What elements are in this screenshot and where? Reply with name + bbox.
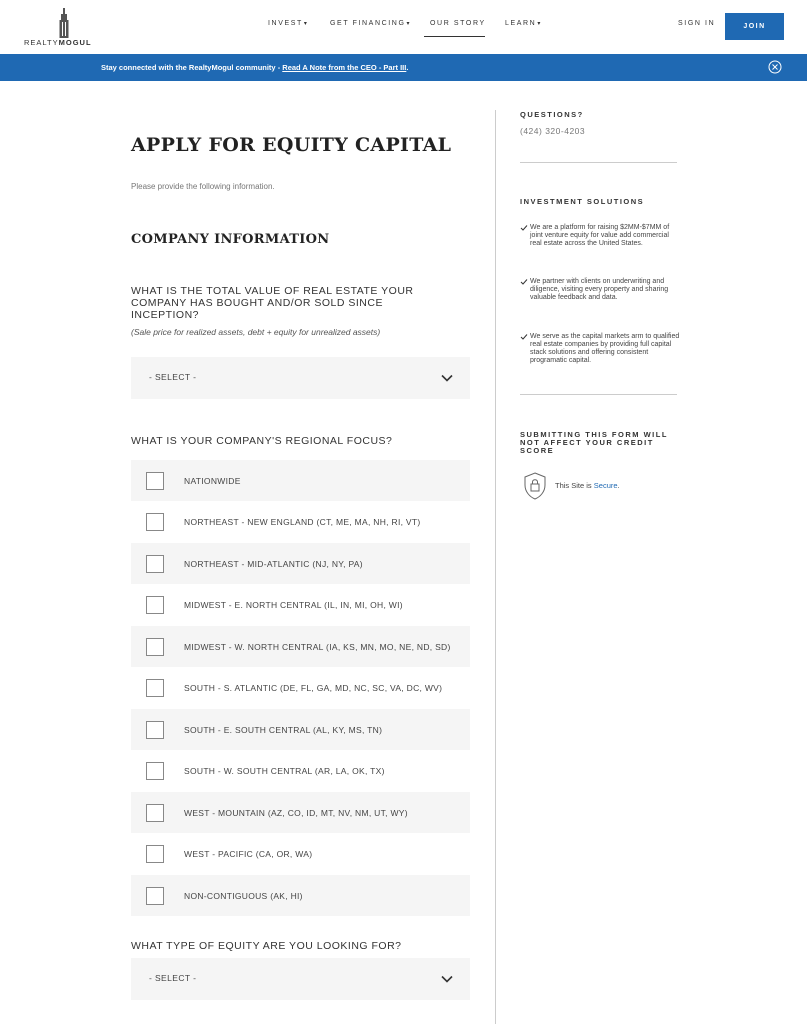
caret-down-icon: ▾ xyxy=(537,21,542,27)
checkbox[interactable] xyxy=(146,679,164,697)
select-value: - SELECT - xyxy=(149,973,197,983)
equity-type-select[interactable] xyxy=(131,958,470,1000)
nav-invest-label: INVEST xyxy=(268,20,303,27)
option-label: NORTHEAST - NEW ENGLAND (CT, ME, MA, NH, RI, VT) xyxy=(184,517,421,527)
solution-text: We partner with clients on underwriting and diligence, visiting every property and sharing valuable feedback and data. xyxy=(530,278,669,301)
region-option[interactable] xyxy=(131,709,470,750)
region-option[interactable] xyxy=(131,875,470,916)
divider xyxy=(520,394,677,395)
sign-in-label: SIGN IN xyxy=(678,20,716,27)
checkbox[interactable] xyxy=(146,762,164,780)
nav-learn[interactable] xyxy=(505,20,542,27)
region-option[interactable] xyxy=(131,833,470,874)
banner-text xyxy=(101,63,408,72)
checkbox[interactable] xyxy=(146,804,164,822)
checkmark-icon xyxy=(520,224,528,232)
secure-link[interactable]: Secure xyxy=(593,481,618,490)
chevron-down-icon xyxy=(440,972,454,986)
checkmark-icon xyxy=(520,333,528,341)
join-label: JOIN xyxy=(743,23,766,30)
section-title: COMPANY INFORMATION xyxy=(131,232,330,247)
question-hint: (Sale price for realized assets, debt + equity for unrealized assets) xyxy=(131,327,381,337)
region-option[interactable] xyxy=(131,460,470,501)
credit-score-notice: SUBMITTING THIS FORM WILL NOT AFFECT YOUR CREDIT SCORE xyxy=(520,430,668,455)
region-option[interactable] xyxy=(131,543,470,584)
option-label: SOUTH - W. SOUTH CENTRAL (AR, LA, OK, TX) xyxy=(184,766,385,776)
investment-solutions-heading: INVESTMENT SOLUTIONS xyxy=(520,197,645,206)
nav-get-financing-label: GET FINANCING xyxy=(330,20,406,27)
checkbox[interactable] xyxy=(146,596,164,614)
join-button[interactable] xyxy=(725,13,784,40)
nav-invest[interactable] xyxy=(268,20,309,27)
region-option[interactable] xyxy=(131,667,470,708)
page-title: APPLY FOR EQUITY CAPITAL xyxy=(131,134,452,156)
nav-our-story-label: OUR STORY xyxy=(430,20,486,27)
sign-in-link[interactable] xyxy=(678,20,715,27)
caret-down-icon: ▾ xyxy=(406,21,412,27)
option-label: NORTHEAST - MID-ATLANTIC (NJ, NY, PA) xyxy=(184,559,363,569)
option-label: WEST - MOUNTAIN (AZ, CO, ID, MT, NV, NM, UT, WY) xyxy=(184,808,408,818)
nav-get-financing[interactable] xyxy=(330,20,411,27)
option-label: SOUTH - E. SOUTH CENTRAL (AL, KY, MS, TN) xyxy=(184,725,383,735)
sidebar-divider xyxy=(495,110,496,1024)
question-total-value: WHAT IS THE TOTAL VALUE OF REAL ESTATE YOUR COMPANY HAS BOUGHT AND/OR SOLD SINCE INCEPTION? xyxy=(131,285,414,321)
chevron-down-icon xyxy=(440,371,454,385)
phone-number[interactable]: (424) 320-4203 xyxy=(520,126,586,136)
page-subtitle: Please provide the following information. xyxy=(131,182,275,191)
checkbox[interactable] xyxy=(146,887,164,905)
logo-suffix: MOGUL xyxy=(58,38,92,47)
building-logo-icon xyxy=(58,8,70,38)
option-label: MIDWEST - W. NORTH CENTRAL (IA, KS, MN, MO, NE, ND, SD) xyxy=(184,642,451,652)
option-label: NATIONWIDE xyxy=(184,476,241,486)
nav-learn-label: LEARN xyxy=(505,20,537,27)
caret-down-icon: ▾ xyxy=(303,21,309,27)
divider xyxy=(520,162,677,163)
site-header xyxy=(0,0,807,54)
close-icon[interactable] xyxy=(768,60,782,74)
checkbox[interactable] xyxy=(146,845,164,863)
checkmark-icon xyxy=(520,278,528,286)
announcement-banner xyxy=(0,54,807,81)
checkbox[interactable] xyxy=(146,638,164,656)
option-label: WEST - PACIFIC (CA, OR, WA) xyxy=(184,849,313,859)
checkbox[interactable] xyxy=(146,472,164,490)
checkbox[interactable] xyxy=(146,555,164,573)
secure-notice xyxy=(555,481,620,490)
checkbox[interactable] xyxy=(146,721,164,739)
total-value-select[interactable] xyxy=(131,357,470,399)
logo-prefix: REALTY xyxy=(24,38,59,47)
region-option[interactable] xyxy=(131,792,470,833)
nav-active-indicator xyxy=(424,36,485,37)
realtymogul-logo[interactable] xyxy=(24,8,104,48)
banner-trailing: . xyxy=(406,63,409,72)
solution-text: We are a platform for raising $2MM-$7MM of joint venture equity for value add commercial real estate across the United States. xyxy=(530,224,670,247)
banner-link[interactable]: Read A Note from the CEO - Part III xyxy=(282,63,407,72)
shield-lock-icon xyxy=(523,472,547,500)
region-option[interactable] xyxy=(131,584,470,625)
secure-suffix: . xyxy=(617,481,620,490)
questions-heading: QUESTIONS? xyxy=(520,110,584,119)
question-regional-focus: WHAT IS YOUR COMPANY'S REGIONAL FOCUS? xyxy=(131,435,393,447)
option-label: SOUTH - S. ATLANTIC (DE, FL, GA, MD, NC, SC, VA, DC, WV) xyxy=(184,683,443,693)
nav-our-story[interactable] xyxy=(430,20,486,27)
option-label: MIDWEST - E. NORTH CENTRAL (IL, IN, MI, OH, WI) xyxy=(184,600,403,610)
question-equity-type: WHAT TYPE OF EQUITY ARE YOU LOOKING FOR? xyxy=(131,940,402,952)
region-option[interactable] xyxy=(131,501,470,542)
region-option[interactable] xyxy=(131,626,470,667)
logo-wordmark xyxy=(24,38,92,47)
select-value: - SELECT - xyxy=(149,372,197,382)
solution-text: We serve as the capital markets arm to qualified real estate companies by providing full capital stack solutions and offering consistent programatic capital. xyxy=(530,333,680,364)
option-label: NON-CONTIGUOUS (AK, HI) xyxy=(184,891,303,901)
checkbox[interactable] xyxy=(146,513,164,531)
region-option[interactable] xyxy=(131,750,470,791)
secure-prefix: This Site is xyxy=(555,481,594,490)
banner-message: Stay connected with the RealtyMogul community - xyxy=(101,63,283,72)
